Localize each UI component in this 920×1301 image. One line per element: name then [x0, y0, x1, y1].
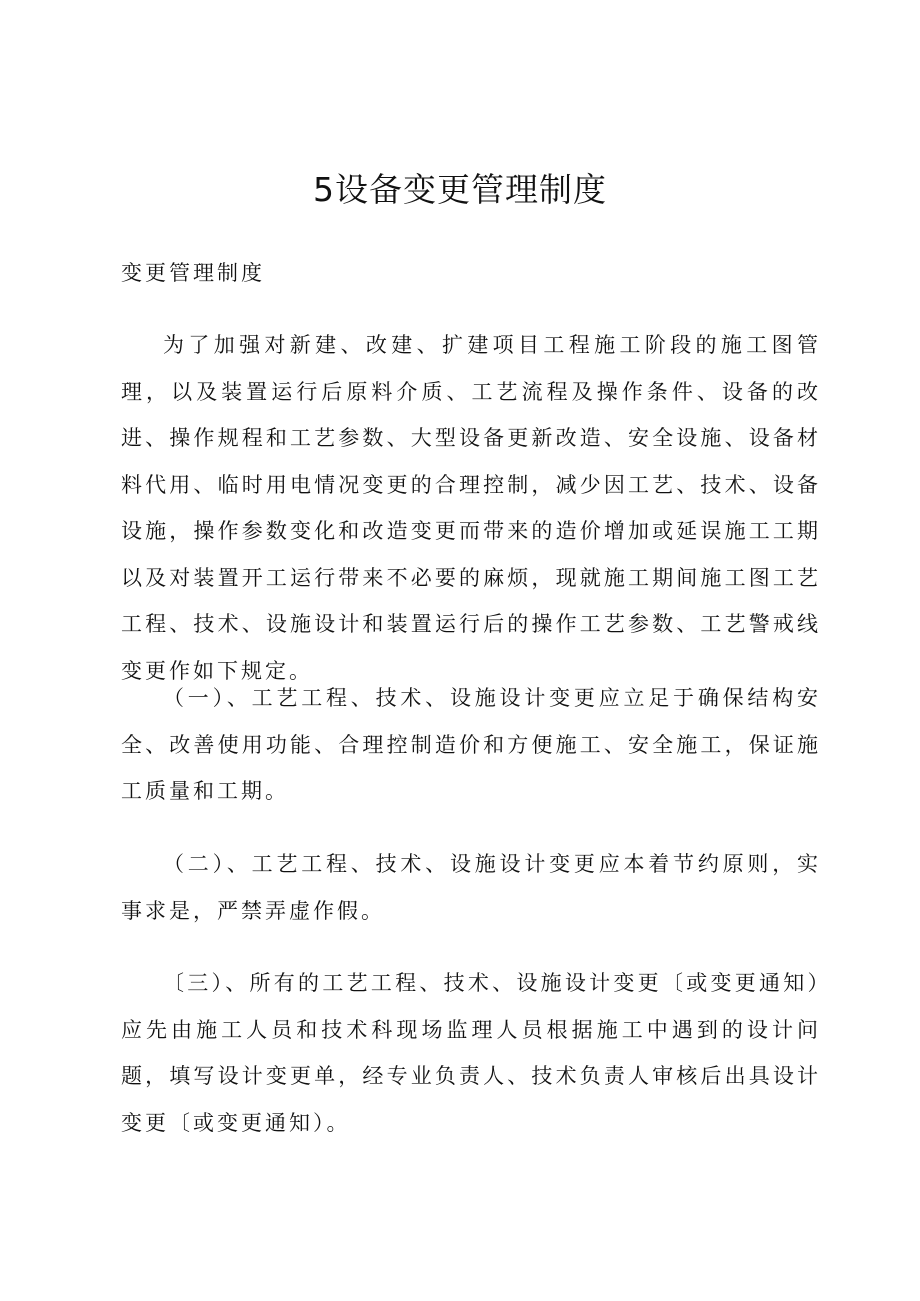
paragraph-item-2: （二）、工艺工程、技术、设施设计变更应本着节约原则，实事求是，严禁弄虚作假。	[121, 852, 821, 923]
paragraph-intro: 为了加强对新建、改建、扩建项目工程施工阶段的施工图管理，以及装置运行后原料介质、工艺流程及操作条件、设备的改进、操作规程和工艺参数、大型设备更新改造、安全设施、设备材料代用、临时用电情况变更的合理控制，减少因工艺、技术、设备设施，操作参数变化和改造变更而带来的造价增加或延误施工工期以及对装置开工运行带来不必要的麻烦，现就施工期间施工图工艺工程、技术、设施设计和装置运行后的操作工艺参数、工艺警戒线变更作如下规定。	[121, 333, 821, 683]
paragraph-item-3: 〔三）、所有的工艺工程、技术、设施设计变更〔或变更通知）应先由施工人员和技术科现场监理人员根据施工中遇到的设计问题，填写设计变更单，经专业负责人、技术负责人审核后出具设计变更〔或变更通知）。	[121, 971, 821, 1135]
document-title: 5设备变更管理制度	[313, 170, 607, 209]
paragraph-item-1: （一）、工艺工程、技术、设施设计变更应立足于确保结构安全、改善使用功能、合理控制造价和方便施工、安全施工，保证施工质量和工期。	[121, 686, 821, 803]
section-heading: 变更管理制度	[121, 261, 265, 285]
